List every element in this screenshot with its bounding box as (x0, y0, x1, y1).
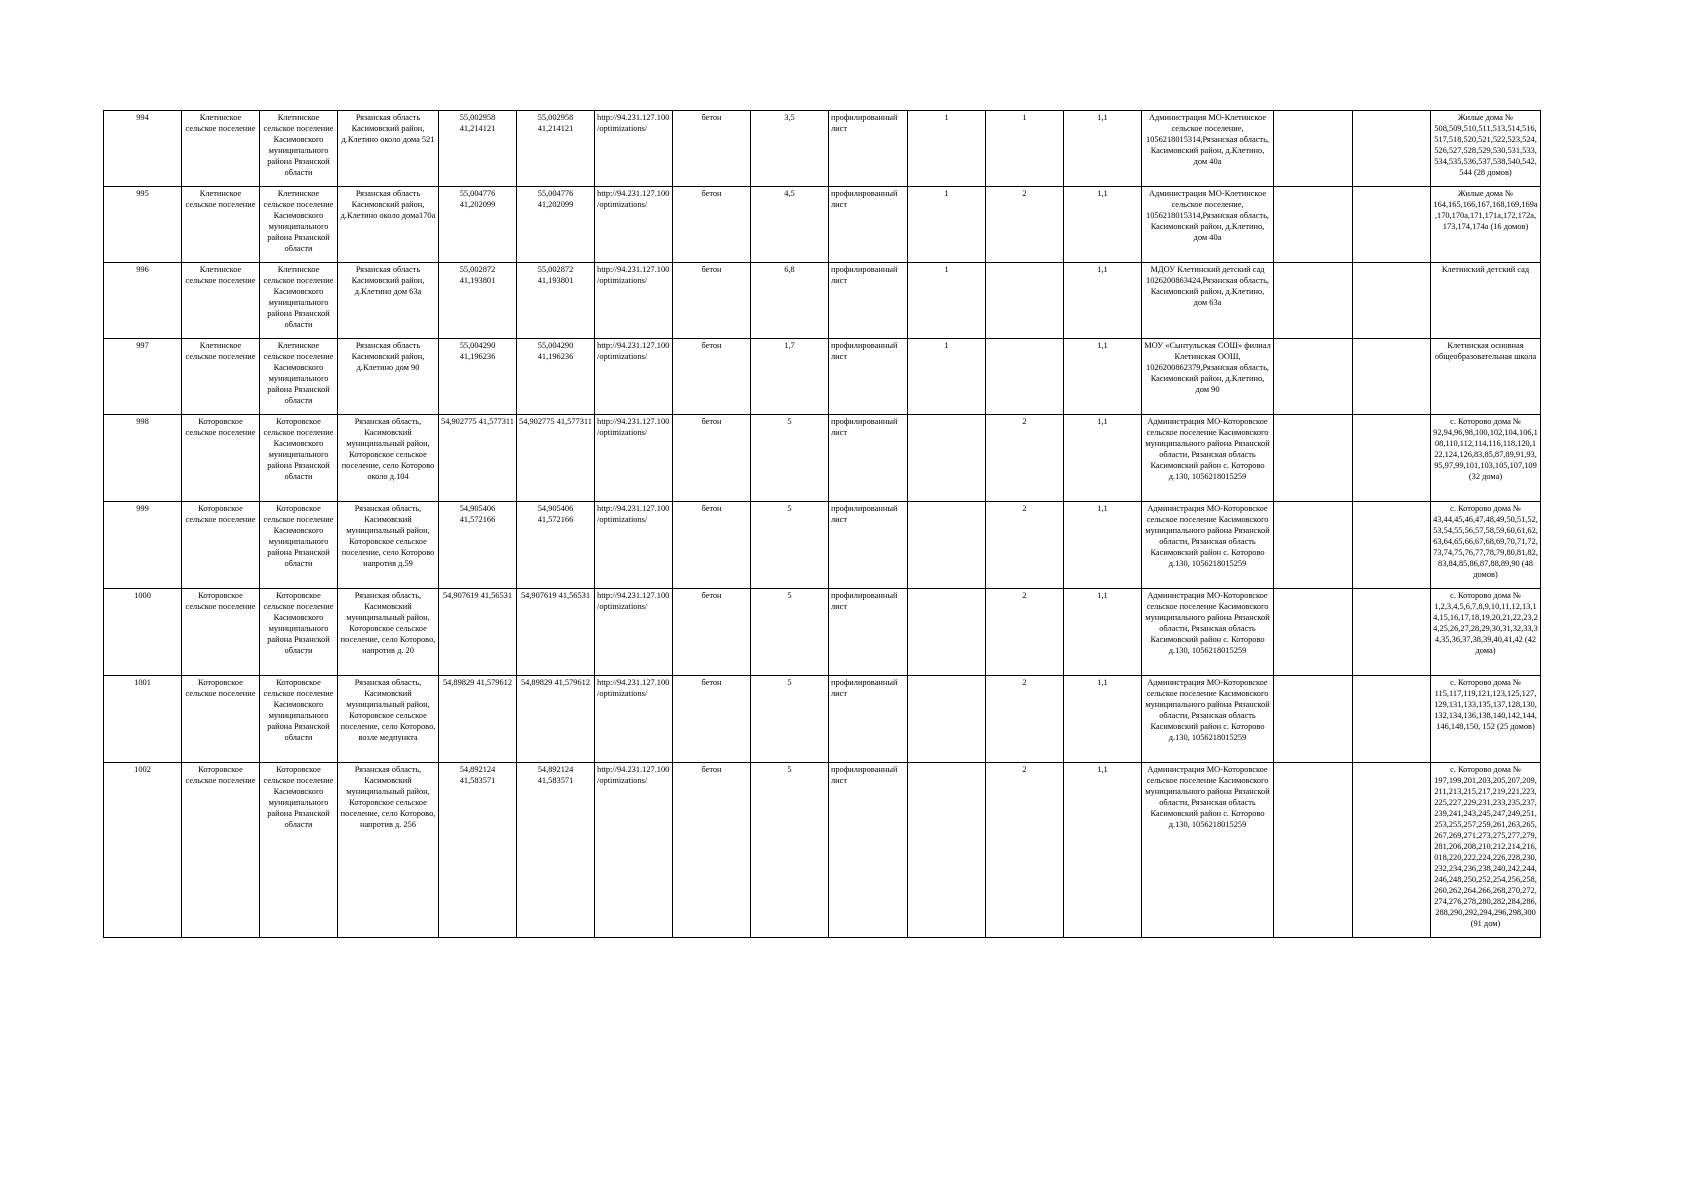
volume-cell: 1,1 (1064, 111, 1142, 187)
empty-cell (1274, 415, 1353, 502)
area-cell: 4,5 (751, 187, 829, 263)
address-cell: Рязанская область, Касимовский муниципальный район, Которовское сельское поселение, село Которово, напротив д. 256 (338, 763, 439, 938)
waste-sources-cell: с. Которово дома № 43,44,45,46,47,48,49,50,51,52,53,54,55,56,57,58,59,60,61,62,63,64,65,66,67,68,69,70,71,72,73,74,75,76,77,78,79,80,81,82,83,84,85,86,87,88,89,90 (48 домов) (1431, 502, 1541, 589)
coordinates-cell: 55,002872 41,193801 (439, 263, 517, 339)
row-number-cell: 1000 (104, 589, 182, 676)
waste-sources-cell: Клетинский детский сад (1431, 263, 1541, 339)
empty-cell (1353, 589, 1431, 676)
empty-cell (1274, 589, 1353, 676)
link-cell: http://94.231.127.100/optimizations/ (595, 415, 673, 502)
link-cell: http://94.231.127.100/optimizations/ (595, 263, 673, 339)
area-cell: 5 (751, 589, 829, 676)
address-cell: Рязанская область Касимовский район, д.Клетино около дома170а (338, 187, 439, 263)
fence-cell: профилированный лист (829, 676, 908, 763)
surface-cell: бетон (673, 339, 751, 415)
container-count-cell: 2 (986, 415, 1064, 502)
area-cell: 1,7 (751, 339, 829, 415)
row-number-cell: 1002 (104, 763, 182, 938)
surface-cell: бетон (673, 415, 751, 502)
container-count-cell: 1 (908, 263, 986, 339)
coordinates-cell: 55,002958 41,214121 (517, 111, 595, 187)
volume-cell: 1,1 (1064, 339, 1142, 415)
owner-cell: Которовское сельское поселение Касимовского муниципального района Рязанской области (260, 763, 338, 938)
coordinates-cell: 54,89829 41,579612 (517, 676, 595, 763)
container-count-cell (908, 676, 986, 763)
coordinates-cell: 55,002872 41,193801 (517, 263, 595, 339)
operator-cell: МОУ «Сынтульская СОШ» филиал Клетинская ООШ, 1026200862379,Рязанская область, Касимовский район, д.Клетино, дом 90 (1142, 339, 1274, 415)
coordinates-cell: 54,902775 41,577311 (517, 415, 595, 502)
link-cell: http://94.231.127.100/optimizations/ (595, 676, 673, 763)
area-cell: 3,5 (751, 111, 829, 187)
operator-cell: Администрация МО-Которовское сельское поселение Касимовского муниципального района Рязанской области, Рязанская область Касимовский район с. Которово д.130, 1056218015259 (1142, 415, 1274, 502)
table-row (104, 415, 1541, 502)
operator-cell: Администрация МО-Которовское сельское поселение Касимовского муниципального района Рязанской области, Рязанская область Касимовский район с. Которово д.130, 1056218015259 (1142, 763, 1274, 938)
owner-cell: Которовское сельское поселение Касимовского муниципального района Рязанской области (260, 676, 338, 763)
operator-cell: Администрация МО-Клетинское сельское поселение, 1056218015314,Рязанская область, Касимовский район, д.Клетино, дом 40а (1142, 111, 1274, 187)
coordinates-cell: 54,907619 41,56531 (439, 589, 517, 676)
coordinates-cell: 55,004776 41,202099 (439, 187, 517, 263)
operator-cell: МДОУ Клетинский детский сад 1026200863424,Рязанская область, Касимовский район, д.Клетино, дом 63а (1142, 263, 1274, 339)
coordinates-cell: 54,892124 41,583571 (517, 763, 595, 938)
empty-cell (1274, 187, 1353, 263)
settlement-cell: Клетинское сельское поселение (182, 187, 260, 263)
area-cell: 5 (751, 415, 829, 502)
waste-sources-cell: Клетинская основная общеобразовательная школа (1431, 339, 1541, 415)
container-count-cell: 1 (908, 187, 986, 263)
address-cell: Рязанская область, Касимовский муниципальный район, Которовское сельское поселение, село Которово напротив д.59 (338, 502, 439, 589)
row-number-cell: 994 (104, 111, 182, 187)
row-number-cell: 997 (104, 339, 182, 415)
table-row (104, 763, 1541, 938)
area-cell: 6,8 (751, 263, 829, 339)
row-number-cell: 998 (104, 415, 182, 502)
address-cell: Рязанская область Касимовский район, д.Клетино дом 90 (338, 339, 439, 415)
empty-cell (1353, 263, 1431, 339)
link-cell: http://94.231.127.100/optimizations/ (595, 763, 673, 938)
operator-cell: Администрация МО-Которовское сельское поселение Касимовского муниципального района Рязанской области, Рязанская область Касимовский район с. Которово д.130, 1056218015259 (1142, 676, 1274, 763)
area-cell: 5 (751, 676, 829, 763)
surface-cell: бетон (673, 763, 751, 938)
settlement-cell: Которовское сельское поселение (182, 589, 260, 676)
link-cell: http://94.231.127.100/optimizations/ (595, 589, 673, 676)
table-row (104, 502, 1541, 589)
address-cell: Рязанская область Касимовский район, д.Клетино около дома 521 (338, 111, 439, 187)
container-count-cell: 2 (986, 502, 1064, 589)
empty-cell (1353, 339, 1431, 415)
table-row (104, 676, 1541, 763)
volume-cell: 1,1 (1064, 263, 1142, 339)
empty-cell (1353, 502, 1431, 589)
owner-cell: Клетинское сельское поселение Касимовского муниципального района Рязанской области (260, 263, 338, 339)
fence-cell: профилированный лист (829, 763, 908, 938)
fence-cell: профилированный лист (829, 111, 908, 187)
container-count-cell: 2 (986, 589, 1064, 676)
waste-sources-cell: с. Которово дома № 1,2,3,4,5,6,7,8,9,10,11,12,13,14,15,16,17,18,19,20,21,22,23,24,25,26,27,28,29,30,31,32,33,34,35,36,37,38,39,40,41,42 (42 дома) (1431, 589, 1541, 676)
fence-cell: профилированный лист (829, 415, 908, 502)
container-count-cell: 1 (908, 339, 986, 415)
empty-cell (1274, 111, 1353, 187)
coordinates-cell: 55,004290 41,196236 (517, 339, 595, 415)
waste-sources-cell: с. Которово дома № 197,199,201,203,205,207,209,211,213,215,217,219,221,223,225,227,229,231,233,235,237,239,241,243,245,247,249,251,253,255,257,259,261,263,265,267,269,271,273,275,277,279,281,206,208,210,212,214,216,018,220,222,224,226,228,230,232,234,236,238,240,242,244,246,248,250,252,254,256,258,260,262,264,266,268,270,272,274,276,278,280,282,284,286,288,290,292,294,296,298,300 (91 дом) (1431, 763, 1541, 938)
container-count-cell: 1 (908, 111, 986, 187)
container-count-cell: 2 (986, 676, 1064, 763)
surface-cell: бетон (673, 111, 751, 187)
settlement-cell: Клетинское сельское поселение (182, 339, 260, 415)
settlement-cell: Которовское сельское поселение (182, 676, 260, 763)
surface-cell: бетон (673, 187, 751, 263)
fence-cell: профилированный лист (829, 589, 908, 676)
surface-cell: бетон (673, 263, 751, 339)
waste-sources-cell: Жилые дома № 164,165,166,167,168,169,169а,170,170а,171,171а,172,172а,173,174,174а (16 домов) (1431, 187, 1541, 263)
settlement-cell: Которовское сельское поселение (182, 502, 260, 589)
coordinates-cell: 54,905406 41,572166 (439, 502, 517, 589)
container-count-cell (908, 415, 986, 502)
empty-cell (1353, 415, 1431, 502)
empty-cell (1353, 187, 1431, 263)
volume-cell: 1,1 (1064, 187, 1142, 263)
empty-cell (1274, 763, 1353, 938)
settlement-cell: Которовское сельское поселение (182, 415, 260, 502)
volume-cell: 1,1 (1064, 763, 1142, 938)
empty-cell (1274, 263, 1353, 339)
row-number-cell: 1001 (104, 676, 182, 763)
empty-cell (1274, 339, 1353, 415)
empty-cell (1353, 763, 1431, 938)
settlement-cell: Которовское сельское поселение (182, 763, 260, 938)
address-cell: Рязанская область, Касимовский муниципальный район, Которовское сельское поселение, село Которово, напротив д. 20 (338, 589, 439, 676)
container-count-cell: 1 (986, 111, 1064, 187)
table-row (104, 263, 1541, 339)
address-cell: Рязанская область, Касимовский муниципальный район, Которовское сельское поселение, село Которово около д.104 (338, 415, 439, 502)
container-count-cell (986, 339, 1064, 415)
link-cell: http://94.231.127.100/optimizations/ (595, 187, 673, 263)
fence-cell: профилированный лист (829, 339, 908, 415)
table-row (104, 111, 1541, 187)
empty-cell (1274, 676, 1353, 763)
coordinates-cell: 55,004290 41,196236 (439, 339, 517, 415)
coordinates-cell: 55,004776 41,202099 (517, 187, 595, 263)
area-cell: 5 (751, 763, 829, 938)
surface-cell: бетон (673, 502, 751, 589)
address-cell: Рязанская область Касимовский район, д.Клетино дом 63а (338, 263, 439, 339)
operator-cell: Администрация МО-Которовское сельское поселение Касимовского муниципального района Рязанской области, Рязанская область Касимовский район с. Которово д.130, 1056218015259 (1142, 589, 1274, 676)
operator-cell: Администрация МО-Клетинское сельское поселение, 1056218015314,Рязанская область, Касимовский район, д.Клетино, дом 40а (1142, 187, 1274, 263)
coordinates-cell: 54,89829 41,579612 (439, 676, 517, 763)
row-number-cell: 996 (104, 263, 182, 339)
operator-cell: Администрация МО-Которовское сельское поселение Касимовского муниципального района Рязанской области, Рязанская область Касимовский район с. Которово д.130, 1056218015259 (1142, 502, 1274, 589)
coordinates-cell: 54,907619 41,56531 (517, 589, 595, 676)
row-number-cell: 999 (104, 502, 182, 589)
volume-cell: 1,1 (1064, 502, 1142, 589)
coordinates-cell: 54,902775 41,577311 (439, 415, 517, 502)
table-row (104, 589, 1541, 676)
container-count-cell (986, 263, 1064, 339)
empty-cell (1274, 502, 1353, 589)
owner-cell: Которовское сельское поселение Касимовского муниципального района Рязанской области (260, 415, 338, 502)
volume-cell: 1,1 (1064, 415, 1142, 502)
table-row (104, 187, 1541, 263)
container-count-cell: 2 (986, 187, 1064, 263)
container-count-cell (908, 502, 986, 589)
owner-cell: Клетинское сельское поселение Касимовского муниципального района Рязанской области (260, 187, 338, 263)
coordinates-cell: 54,905406 41,572166 (517, 502, 595, 589)
coordinates-cell: 54,892124 41,583571 (439, 763, 517, 938)
empty-cell (1353, 111, 1431, 187)
volume-cell: 1,1 (1064, 589, 1142, 676)
table-row (104, 339, 1541, 415)
fence-cell: профилированный лист (829, 263, 908, 339)
row-number-cell: 995 (104, 187, 182, 263)
fence-cell: профилированный лист (829, 502, 908, 589)
owner-cell: Которовское сельское поселение Касимовского муниципального района Рязанской области (260, 589, 338, 676)
coordinates-cell: 55,002958 41,214121 (439, 111, 517, 187)
table-body (104, 111, 1541, 938)
waste-sources-cell: с. Которово дома № 115,117,119,121,123,125,127,129,131,133,135,137,128,130,132,134,136,138,140,142,144,146,148,150, 152 (25 домов) (1431, 676, 1541, 763)
waste-sources-cell: Жилые дома № 508,509,510,511,513,514,516,517,518,520,521,522,523,524,526,527,528,529,530,531,533,534,535,536,537,538,540,542,544 (28 домов) (1431, 111, 1541, 187)
link-cell: http://94.231.127.100/optimizations/ (595, 502, 673, 589)
surface-cell: бетон (673, 676, 751, 763)
settlement-cell: Клетинское сельское поселение (182, 111, 260, 187)
link-cell: http://94.231.127.100/optimizations/ (595, 111, 673, 187)
address-cell: Рязанская область, Касимовский муниципальный район, Которовское сельское поселение, село Которово, возле медпункта (338, 676, 439, 763)
volume-cell: 1,1 (1064, 676, 1142, 763)
surface-cell: бетон (673, 589, 751, 676)
container-count-cell: 2 (986, 763, 1064, 938)
settlement-cell: Клетинское сельское поселение (182, 263, 260, 339)
area-cell: 5 (751, 502, 829, 589)
owner-cell: Которовское сельское поселение Касимовского муниципального района Рязанской области (260, 502, 338, 589)
waste-sources-cell: с. Которово дома № 92,94,96,98,100,102,104,106,108,110,112,114,116,118,120,122,124,126,83,85,87,89,91,93,95,97,99,101,103,105,107,109 (32 дома) (1431, 415, 1541, 502)
container-count-cell (908, 589, 986, 676)
empty-cell (1353, 676, 1431, 763)
container-count-cell (908, 763, 986, 938)
link-cell: http://94.231.127.100/optimizations/ (595, 339, 673, 415)
fence-cell: профилированный лист (829, 187, 908, 263)
owner-cell: Клетинское сельское поселение Касимовского муниципального района Рязанской области (260, 111, 338, 187)
register-table (103, 110, 1541, 938)
owner-cell: Клетинское сельское поселение Касимовского муниципального района Рязанской области (260, 339, 338, 415)
